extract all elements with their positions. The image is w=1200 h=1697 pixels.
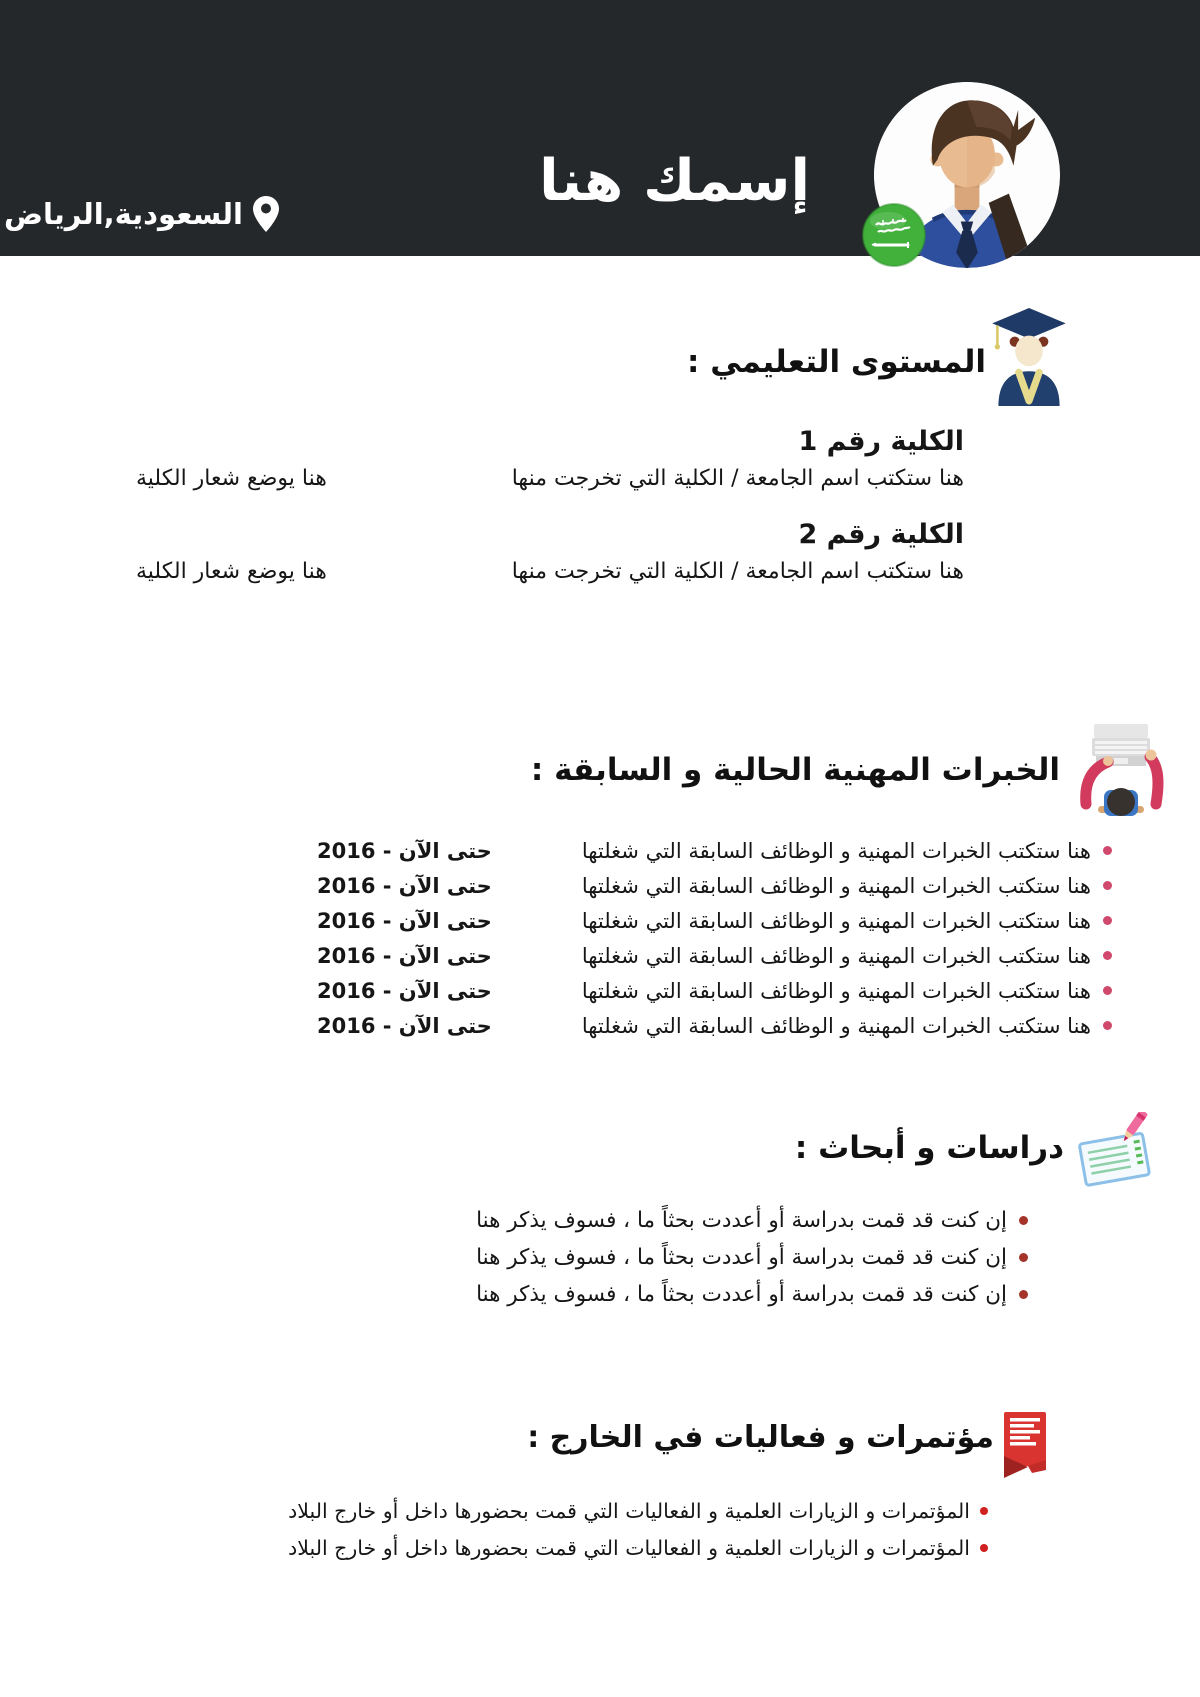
experience-item-period: 2016 - حتى الآن xyxy=(317,1013,492,1038)
graduate-icon xyxy=(988,306,1070,408)
studies-item-text: إن كنت قد قمت بدراسة أو أعددت بحثاً ما ، فسوف يذكر هنا xyxy=(476,1245,1007,1270)
college-2-name: الكلية رقم 2 xyxy=(798,519,964,550)
experience-item-text: هنا ستكتب الخبرات المهنية و الوظائف السابقة التي شغلتها xyxy=(581,908,1091,933)
bullet-dot xyxy=(1103,951,1112,960)
bullet-dot xyxy=(980,1544,988,1552)
notebook-pencil-icon xyxy=(1072,1112,1160,1197)
experience-item xyxy=(317,1008,1112,1043)
experience-item-text: هنا ستكتب الخبرات المهنية و الوظائف السابقة التي شغلتها xyxy=(581,978,1091,1003)
location-pin-icon xyxy=(253,196,279,232)
conferences-item xyxy=(288,1529,988,1566)
experience-item-period: 2016 - حتى الآن xyxy=(317,838,492,863)
conferences-section-title: مؤتمرات و فعاليات في الخارج : xyxy=(527,1420,994,1455)
typing-at-laptop-icon xyxy=(1078,720,1164,816)
bullet-dot xyxy=(1103,846,1112,855)
college-1-name: الكلية رقم 1 xyxy=(798,426,964,457)
header-banner xyxy=(0,0,1200,256)
studies-item-text: إن كنت قد قمت بدراسة أو أعددت بحثاً ما ، فسوف يذكر هنا xyxy=(476,1282,1007,1307)
experience-item-text: هنا ستكتب الخبرات المهنية و الوظائف السابقة التي شغلتها xyxy=(581,1013,1091,1038)
experience-item xyxy=(317,903,1112,938)
experience-list xyxy=(317,833,1112,1043)
location-text: السعودية,الرياض xyxy=(4,197,243,231)
bullet-dot xyxy=(1103,916,1112,925)
experience-section-title: الخبرات المهنية الحالية و السابقة : xyxy=(530,752,1060,788)
location-line xyxy=(4,196,279,232)
experience-item-text: هنا ستكتب الخبرات المهنية و الوظائف السابقة التي شغلتها xyxy=(581,873,1091,898)
studies-item xyxy=(476,1202,1028,1239)
red-documents-icon xyxy=(998,1410,1050,1478)
college-1-details: هنا ستكتب اسم الجامعة / الكلية التي تخرجت منها xyxy=(511,466,964,491)
experience-item xyxy=(317,973,1112,1008)
college-2-details: هنا ستكتب اسم الجامعة / الكلية التي تخرجت منها xyxy=(511,559,964,584)
studies-item xyxy=(476,1239,1028,1276)
conferences-item-text: المؤتمرات و الزيارات العلمية و الفعاليات التي قمت بحضورها داخل أو خارج البلاد xyxy=(288,1535,970,1560)
experience-item-text: هنا ستكتب الخبرات المهنية و الوظائف السابقة التي شغلتها xyxy=(581,838,1091,863)
studies-section-title: دراسات و أبحاث : xyxy=(794,1130,1064,1166)
person-name: إسمك هنا xyxy=(539,148,810,214)
experience-item xyxy=(317,938,1112,973)
experience-item-period: 2016 - حتى الآن xyxy=(317,978,492,1003)
studies-item-text: إن كنت قد قمت بدراسة أو أعددت بحثاً ما ، فسوف يذكر هنا xyxy=(476,1208,1007,1233)
experience-item-period: 2016 - حتى الآن xyxy=(317,908,492,933)
conferences-item xyxy=(288,1492,988,1529)
studies-list xyxy=(476,1202,1028,1313)
studies-item xyxy=(476,1276,1028,1313)
bullet-dot xyxy=(1019,1216,1028,1225)
bullet-dot xyxy=(1019,1253,1028,1262)
college-2-logo-placeholder: هنا يوضع شعار الكلية xyxy=(136,559,327,584)
experience-item xyxy=(317,868,1112,903)
education-section-title: المستوى التعليمي : xyxy=(687,344,986,380)
experience-item-period: 2016 - حتى الآن xyxy=(317,873,492,898)
experience-item-period: 2016 - حتى الآن xyxy=(317,943,492,968)
bullet-dot xyxy=(980,1507,988,1515)
bullet-dot xyxy=(1103,1021,1112,1030)
saudi-flag-badge xyxy=(862,203,926,267)
college-1-logo-placeholder: هنا يوضع شعار الكلية xyxy=(136,466,327,491)
experience-item-text: هنا ستكتب الخبرات المهنية و الوظائف السابقة التي شغلتها xyxy=(581,943,1091,968)
bullet-dot xyxy=(1103,986,1112,995)
bullet-dot xyxy=(1019,1290,1028,1299)
conferences-item-text: المؤتمرات و الزيارات العلمية و الفعاليات التي قمت بحضورها داخل أو خارج البلاد xyxy=(288,1498,970,1523)
experience-item xyxy=(317,833,1112,868)
bullet-dot xyxy=(1103,881,1112,890)
conferences-list xyxy=(288,1492,988,1566)
